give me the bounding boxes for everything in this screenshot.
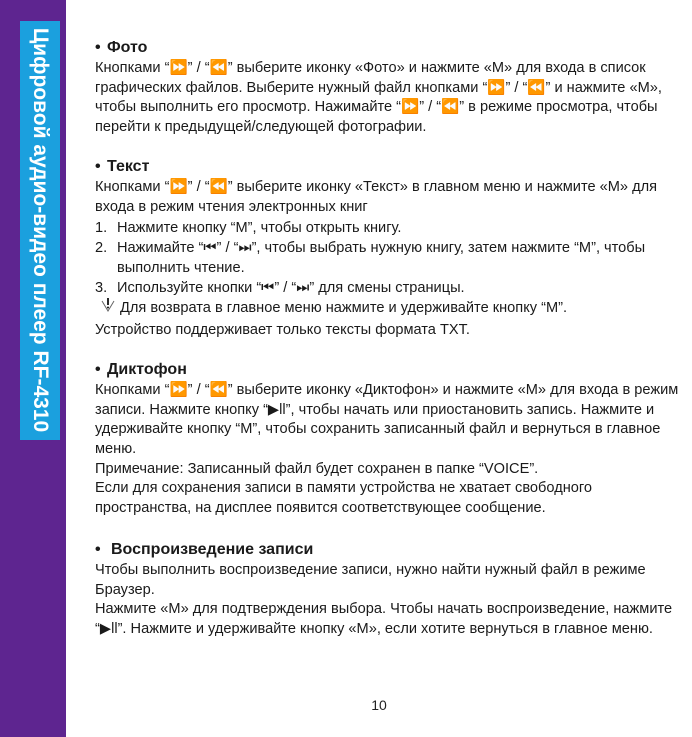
section-title: Фото [107,39,148,56]
section-text [95,157,687,340]
list-item [95,279,687,299]
paragraph: Кнопками “⏩” / “⏪” выберите иконку «Текст» в главном меню и нажмите «М» для входа в режим чтения электронных книг [95,179,658,215]
section-heading [95,540,687,560]
paragraph: Если для сохранения записи в памяти устройства не хватает свободного пространства, на дисплее появится соответствующее сообщение. [95,480,593,516]
list-number: 2. [95,240,108,257]
section-title: Текст [107,158,150,176]
section-heading [95,360,687,380]
list-number: 3. [95,280,108,297]
list-text: Нажимайте “⏮” / “⏭”, чтобы выбрать нужную книгу, затем нажмите “M”, чтобы выполнить чтение. [117,240,646,276]
list-item [95,239,687,278]
page-number: 10 [371,697,387,713]
section-recorder [95,360,687,518]
paragraph: Устройство поддерживает только тексты формата TXT. [95,321,470,338]
bullet: • [95,39,101,56]
bullet: • [95,361,101,379]
list-text: Нажмите кнопку “M”, чтобы открыть книгу. [117,219,402,236]
warning-icon [100,297,120,319]
list-text: Используйте кнопки “⏮” / “⏭” для смены страницы. [117,280,465,297]
section-title: Воспроизведение записи [111,541,314,559]
list-item [95,219,687,239]
note [95,299,687,321]
remark: Примечание: Записанный файл будет сохранен в папке “VOICE”. [95,460,539,477]
paragraph: Кнопками “⏩” / “⏪” выберите иконку «Фото» и нажмите «М» для входа в список графических файлов. Выберите нужный файл кнопками “⏩” / “⏪” и нажмите «М», чтобы выполнить его просмотр. Нажимайте “⏩” / “⏪” в режиме просмотра, чтобы перейти к предыдущей/следующей фотографии. [95,60,662,135]
sidebar-title: Цифровой аудио-видео плеер RF-4310 [29,27,52,433]
section-heading [95,157,687,177]
section-title: Диктофон [107,361,187,379]
page-content [95,38,687,658]
sidebar [0,0,66,737]
bullet: • [95,541,101,559]
bullet: • [95,158,101,176]
paragraph: Нажмите «М» для подтверждения выбора. Чтобы начать воспроизведение, нажмите “▶ll”. Нажмите и удерживайте кнопку «М», если хотите вернуться в главное меню. [95,601,673,638]
section-photo [95,38,687,137]
paragraph: Кнопками “⏩” / “⏪” выберите иконку «Диктофон» и нажмите «М» для входа в режим записи. Нажмите кнопку “▶ll”, чтобы начать или приостановить запись. Нажмите и удерживайте кнопку “M”, чтобы сохранить записанный файл и вернуться в главное меню. [95,382,679,457]
note-text: Для возврата в главное меню нажмите и удерживайте кнопку “M”. [120,299,568,316]
section-playback [95,540,687,639]
list-number: 1. [95,219,108,236]
paragraph: Чтобы выполнить воспроизведение записи, нужно найти нужный файл в режиме Браузер. [95,562,646,598]
section-heading [95,38,687,58]
